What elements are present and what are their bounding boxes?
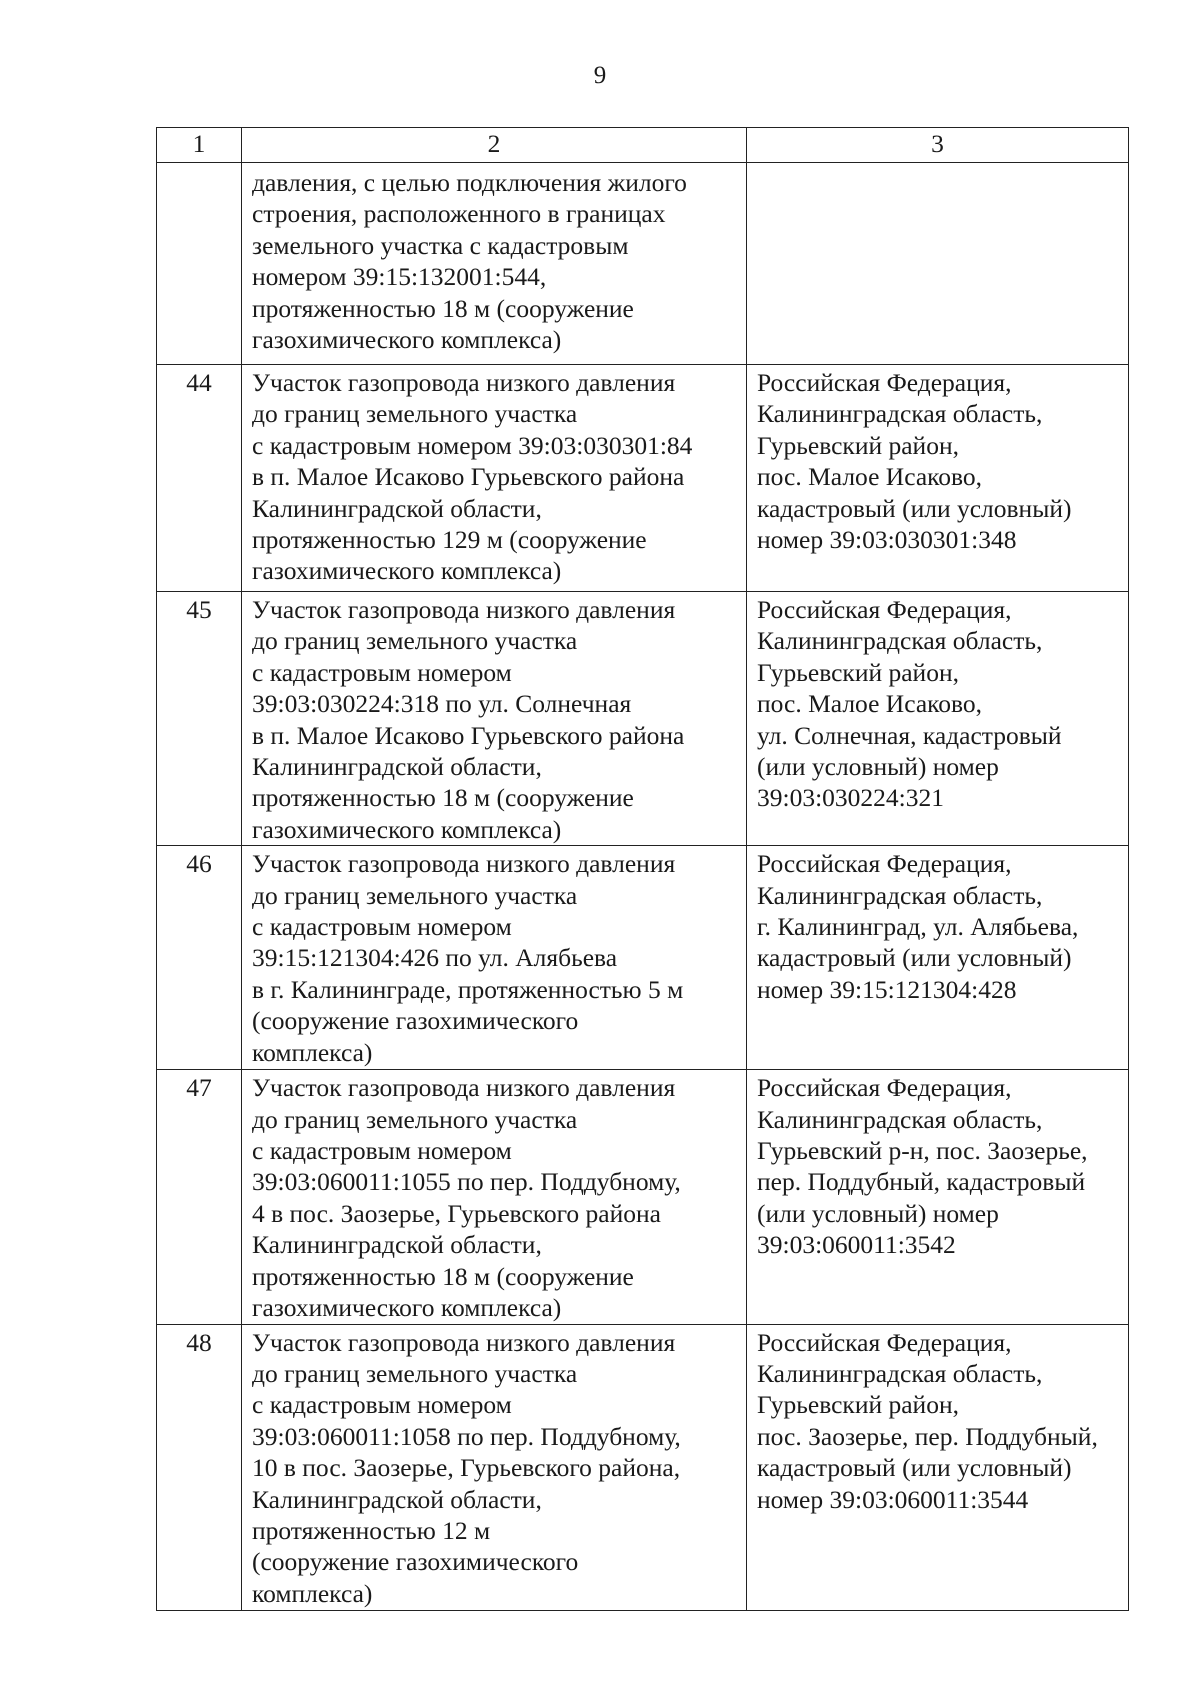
row-location-cell [747, 163, 1129, 365]
row-description-cell: Участок газопровода низкого давления до границ земельного участка с кадастровым номером 39:03:030301:84 в п. Малое Исаково Гурьевского района Калининградской области, протяженностью 129 м (сооружение газохимического комплекса) [242, 365, 747, 592]
row-number-cell: 47 [157, 1070, 242, 1324]
row-description-cell: Участок газопровода низкого давления до границ земельного участка с кадастровым номером 39:15:121304:426 по ул. Алябьева в г. Калининграде, протяженностью 5 м (сооружение газохимического комплекса) [242, 846, 747, 1070]
row-description-cell: Участок газопровода низкого давления до границ земельного участка с кадастровым номером 39:03:060011:1055 по пер. Поддубному, 4 в пос. Заозерье, Гурьевского района Калининградской области, протяженностью 18 м (сооружение газохимического комплекса) [242, 1070, 747, 1324]
row-location-cell: Российская Федерация, Калининградская область, Гурьевский р-н, пос. Заозерье, пер. Поддубный, кадастровый (или условный) номер 39:03:060011:3542 [747, 1070, 1129, 1324]
table-row [157, 592, 1129, 846]
row-description-cell: Участок газопровода низкого давления до границ земельного участка с кадастровым номером 39:03:030224:318 по ул. Солнечная в п. Малое Исаково Гурьевского района Калининградской области, протяженностью 18 м (сооружение газохимического комплекса) [242, 592, 747, 846]
table-row [157, 846, 1129, 1070]
table-row [157, 365, 1129, 592]
table-row-continuation [157, 163, 1129, 365]
header-cell-description: 2 [242, 128, 747, 163]
row-location-cell: Российская Федерация, Калининградская область, Гурьевский район, пос. Заозерье, пер. Поддубный, кадастровый (или условный) номер 39:03:060011:3544 [747, 1324, 1129, 1610]
table-header-row [157, 128, 1129, 163]
row-number-cell: 46 [157, 846, 242, 1070]
row-number-cell [157, 163, 242, 365]
table-row [157, 1324, 1129, 1610]
table-row [157, 1070, 1129, 1324]
row-number-cell: 45 [157, 592, 242, 846]
row-location-cell: Российская Федерация, Калининградская область, г. Калининград, ул. Алябьева, кадастровый (или условный) номер 39:15:121304:428 [747, 846, 1129, 1070]
row-description-cell: Участок газопровода низкого давления до границ земельного участка с кадастровым номером 39:03:060011:1058 по пер. Поддубному, 10 в пос. Заозерье, Гурьевского района, Калининградской области, протяженностью 12 м (сооружение газохимического комплекса) [242, 1324, 747, 1610]
header-cell-location: 3 [747, 128, 1129, 163]
objects-table [156, 127, 1129, 1611]
row-number-cell: 48 [157, 1324, 242, 1610]
row-number-cell: 44 [157, 365, 242, 592]
row-location-cell: Российская Федерация, Калининградская область, Гурьевский район, пос. Малое Исаково, ул. Солнечная, кадастровый (или условный) номер 39:03:030224:321 [747, 592, 1129, 846]
row-description-cell: давления, с целью подключения жилого строения, расположенного в границах земельного участка с кадастровым номером 39:15:132001:544, протяженностью 18 м (сооружение газохимического комплекса) [242, 163, 747, 365]
page-number: 9 [593, 62, 607, 89]
row-location-cell: Российская Федерация, Калининградская область, Гурьевский район, пос. Малое Исаково, кадастровый (или условный) номер 39:03:030301:348 [747, 365, 1129, 592]
header-cell-number: 1 [157, 128, 242, 163]
